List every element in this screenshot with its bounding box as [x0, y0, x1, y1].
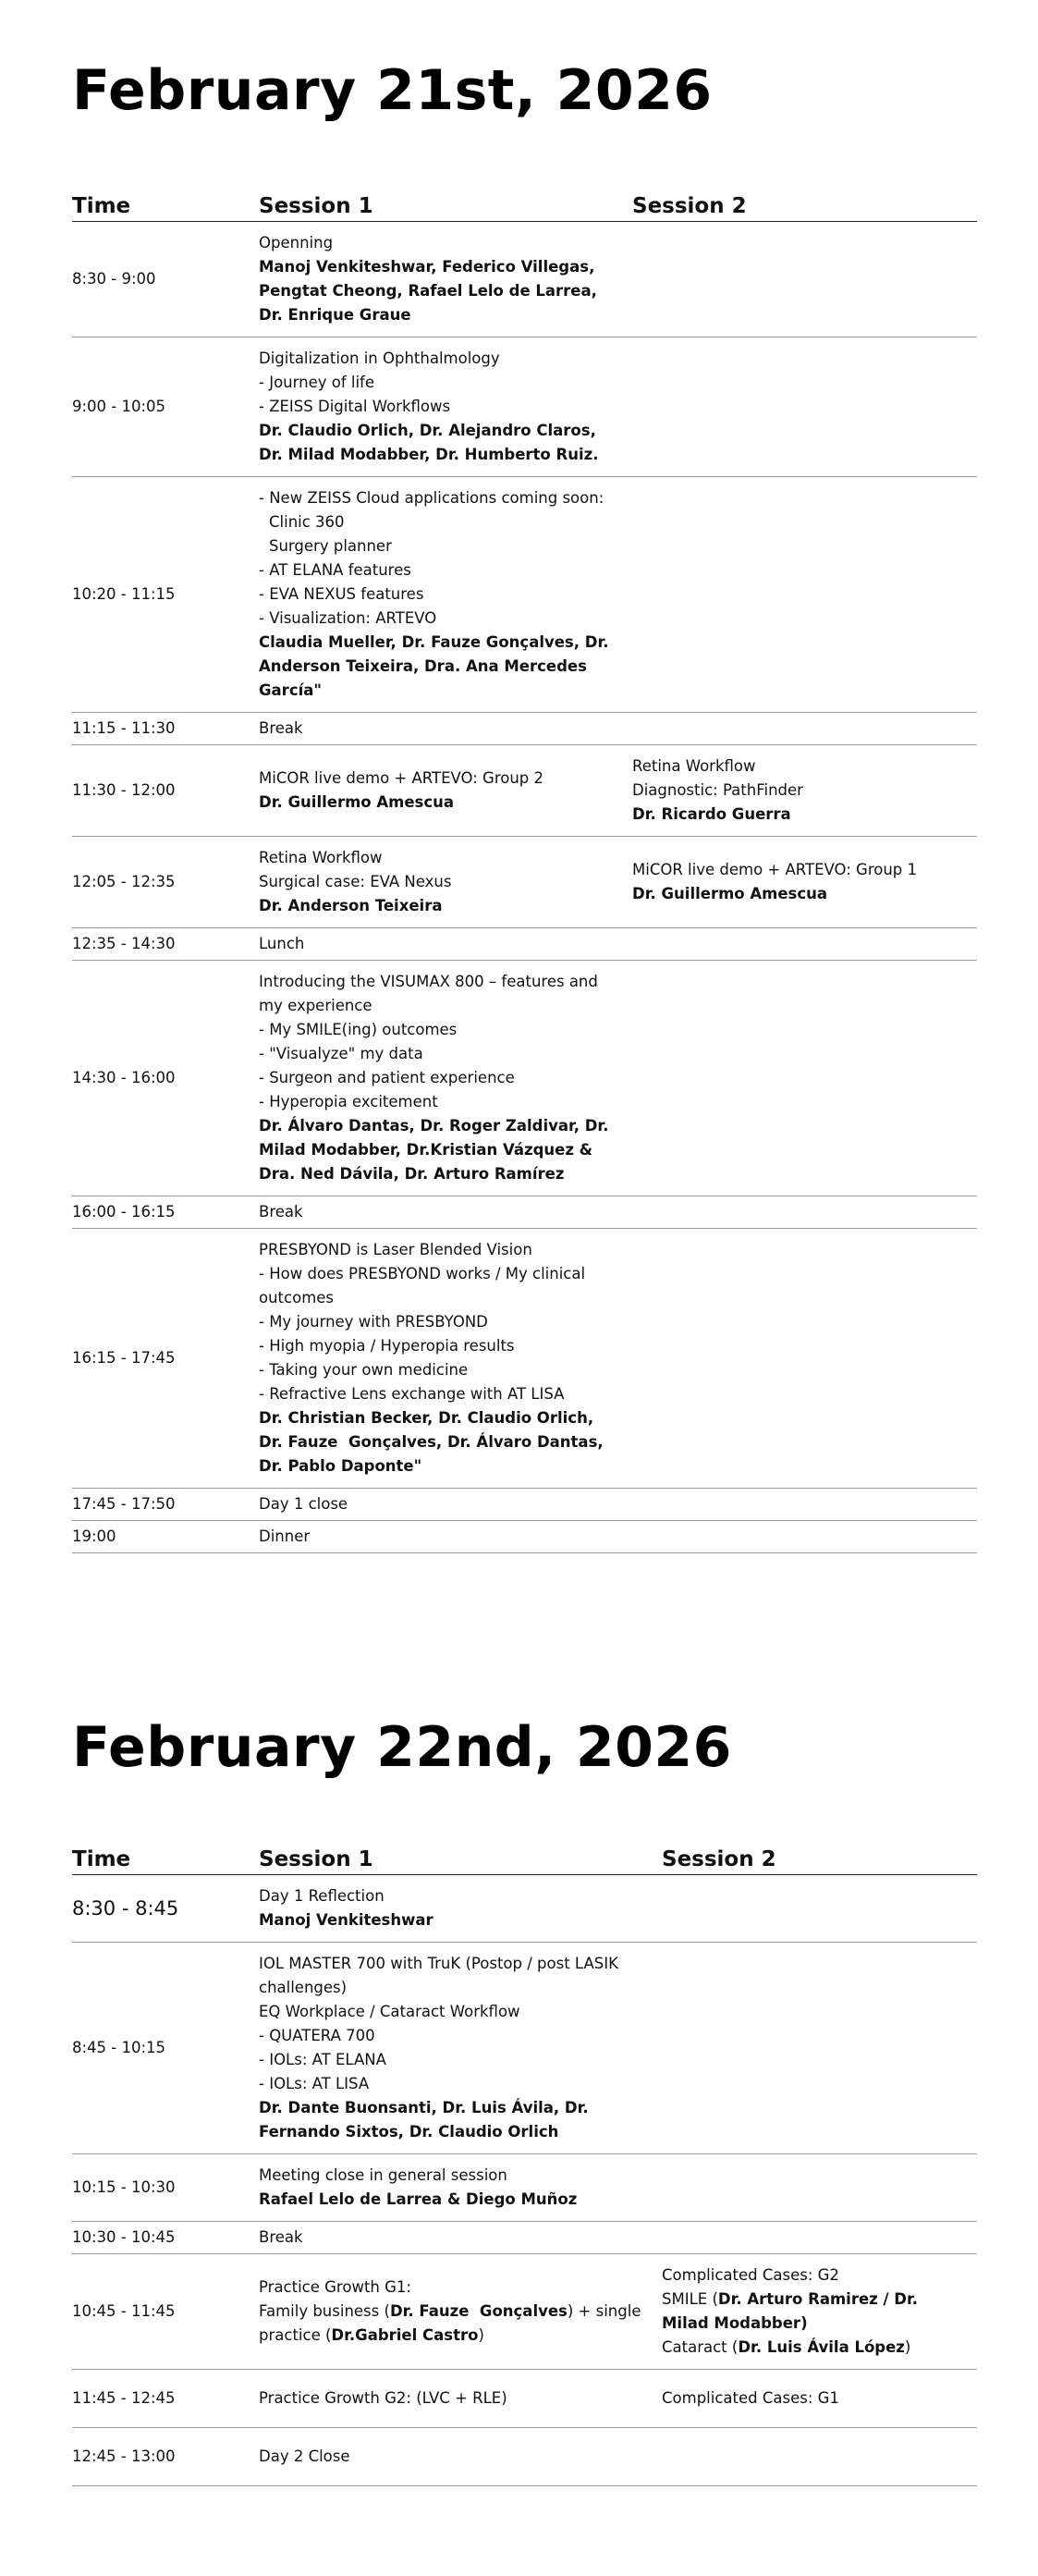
time-cell: 12:45 - 13:00 [72, 2447, 176, 2465]
session-text-line: - IOLs: AT LISA [259, 2075, 370, 2092]
agenda-row [72, 1196, 977, 1229]
session-text-line: Meeting close in general session [259, 2166, 507, 2184]
session-text-line: - Journey of life [259, 374, 375, 391]
session-text-line: - Hyperopia excitement [259, 1093, 438, 1110]
time-cell: 12:05 - 12:35 [72, 873, 176, 890]
session-text-line: Practice Growth G1: [259, 2278, 411, 2296]
session-2-cell [662, 2263, 977, 2360]
session-text-line: - Surgeon and patient experience [259, 1069, 515, 1086]
day2-agenda-table [72, 1842, 977, 2486]
session-text-line: Break [259, 719, 303, 737]
header-session-1: Session 1 [259, 194, 373, 218]
session-2-cell [632, 858, 977, 906]
session-text-line: Day 1 Reflection [259, 1887, 385, 1905]
session-text-line: - Visualization: ARTEVO [259, 609, 437, 627]
day2-rows [72, 1875, 977, 2486]
session-1-cell [259, 2275, 662, 2348]
time-cell: 19:00 [72, 1527, 116, 1545]
session-text-line: Family business (Dr. Fauze Gonçalves) + single [259, 2302, 641, 2320]
session-text-line: Day 1 close [259, 1495, 348, 1513]
table-header [72, 189, 977, 222]
session-1-cell [259, 2386, 662, 2410]
day1-rows [72, 222, 977, 1553]
agenda-row [72, 1521, 977, 1553]
session-text-line: Practice Growth G2: (LVC + RLE) [259, 2389, 507, 2407]
session-text-line: Milad Modabber) [662, 2314, 808, 2332]
session-text-line: Surgical case: EVA Nexus [259, 873, 452, 890]
time-cell: 10:30 - 10:45 [72, 2228, 176, 2246]
speaker-name: Dr.Gabriel Castro [331, 2326, 479, 2344]
session-text-line: IOL MASTER 700 with TruK (Postop / post LASIK [259, 1955, 618, 1972]
time-cell: 11:45 - 12:45 [72, 2389, 176, 2407]
agenda-row [72, 2428, 977, 2486]
session-text-line: Dr. Enrique Graue [259, 306, 411, 324]
time-cell: 16:15 - 17:45 [72, 1349, 176, 1367]
session-text-line: outcomes [259, 1289, 335, 1306]
session-text-line: - AT ELANA features [259, 561, 411, 579]
speaker-name: Dr. Luis Ávila López [738, 2338, 905, 2356]
time-cell: 14:30 - 16:00 [72, 1069, 176, 1086]
session-text-line: Lunch [259, 935, 305, 952]
session-1-cell [259, 717, 632, 741]
time-cell: 8:30 - 8:45 [72, 1897, 179, 1920]
session-1-cell [259, 1492, 632, 1516]
agenda-row [72, 745, 977, 837]
session-1-cell [259, 932, 632, 956]
header-session-1: Session 1 [259, 1847, 373, 1871]
session-text-line: Introducing the VISUMAX 800 – features and [259, 973, 598, 990]
session-text-line: Fernando Sixtos, Dr. Claudio Orlich [259, 2123, 559, 2141]
session-text-line: Break [259, 2228, 303, 2246]
session-text-line: - Taking your own medicine [259, 1361, 469, 1379]
session-text-line: Dr. Ricardo Guerra [632, 805, 791, 823]
session-1-cell [259, 347, 632, 467]
session-text-line: my experience [259, 997, 372, 1014]
session-text-line: Surgery planner [269, 537, 392, 555]
session-text-line: Dr. Guillermo Amescua [632, 885, 827, 902]
session-text-line: EQ Workplace / Cataract Workflow [259, 2003, 520, 2020]
session-text-line: Dr. Pablo Daponte" [259, 1457, 422, 1475]
session-text-line: Dr. Álvaro Dantas, Dr. Roger Zaldivar, Dr. [259, 1117, 609, 1135]
header-time: Time [72, 1847, 131, 1871]
session-1-cell [259, 846, 632, 918]
time-cell: 16:00 - 16:15 [72, 1203, 176, 1221]
session-1-cell [259, 1884, 662, 1932]
agenda-row [72, 1943, 977, 2154]
session-text-line: - My journey with PRESBYOND [259, 1313, 488, 1331]
session-text-line: Openning [259, 234, 334, 251]
session-text-line: - ZEISS Digital Workflows [259, 398, 451, 415]
session-text-line: Digitalization in Ophthalmology [259, 350, 500, 367]
time-cell: 17:45 - 17:50 [72, 1495, 176, 1513]
header-session-2: Session 2 [632, 194, 747, 218]
speaker-name: Dr. Arturo Ramirez / Dr. [717, 2290, 919, 2308]
session-text-line: Dr. Christian Becker, Dr. Claudio Orlich, [259, 1409, 594, 1427]
session-text-line: Pengtat Cheong, Rafael Lelo de Larrea, [259, 282, 597, 300]
session-1-cell [259, 486, 632, 703]
agenda-row [72, 2222, 977, 2254]
session-text-line: Complicated Cases: G2 [662, 2266, 839, 2284]
session-text-line: - How does PRESBYOND works / My clinical [259, 1265, 586, 1282]
agenda-row [72, 961, 977, 1196]
agenda-row [72, 2370, 977, 2428]
agenda-row [72, 837, 977, 928]
session-1-cell [259, 767, 632, 815]
session-text-line: PRESBYOND is Laser Blended Vision [259, 1241, 532, 1258]
session-text-line: Dr. Guillermo Amescua [259, 793, 454, 811]
header-time: Time [72, 194, 131, 218]
time-cell: 8:30 - 9:00 [72, 270, 156, 288]
session-1-cell [259, 231, 632, 327]
session-text-line: - QUATERA 700 [259, 2027, 375, 2044]
agenda-row [72, 928, 977, 961]
session-text-line: challenges) [259, 1979, 348, 1996]
session-text-line: - High myopia / Hyperopia results [259, 1337, 515, 1355]
session-text-line: Break [259, 1203, 303, 1221]
speaker-name: Dr. Fauze Gonçalves [389, 2302, 568, 2320]
agenda-row [72, 2154, 977, 2222]
session-text-line: Clinic 360 [269, 513, 345, 531]
table-header [72, 1842, 977, 1875]
time-cell: 12:35 - 14:30 [72, 935, 176, 952]
agenda-row [72, 1229, 977, 1489]
session-text-line: García" [259, 681, 322, 699]
agenda-row [72, 222, 977, 337]
day1-title: February 21st, 2026 [72, 58, 713, 123]
header-session-2: Session 2 [662, 1847, 776, 1871]
session-text-line: MiCOR live demo + ARTEVO: Group 1 [632, 861, 918, 878]
session-text-line: Rafael Lelo de Larrea & Diego Muñoz [259, 2190, 578, 2208]
time-cell: 8:45 - 10:15 [72, 2039, 166, 2056]
session-text-line: Retina Workflow [632, 757, 756, 775]
agenda-row [72, 2254, 977, 2370]
session-2-cell [662, 2386, 977, 2410]
session-text-line: Manoj Venkiteshwar [259, 1911, 434, 1929]
session-text-line: - Refractive Lens exchange with AT LISA [259, 1385, 565, 1403]
session-text-line: Anderson Teixeira, Dra. Ana Mercedes [259, 657, 587, 675]
session-text-line: Dr. Milad Modabber, Dr. Humberto Ruiz. [259, 446, 599, 463]
session-text-line: practice (Dr.Gabriel Castro) [259, 2326, 484, 2344]
session-text-line: Diagnostic: PathFinder [632, 781, 803, 799]
time-cell: 11:15 - 11:30 [72, 719, 176, 737]
session-text-line: Day 2 Close [259, 2447, 350, 2465]
session-1-cell [259, 2164, 662, 2212]
session-text-line: Dr. Anderson Teixeira [259, 897, 443, 914]
session-text-line: Manoj Venkiteshwar, Federico Villegas, [259, 258, 595, 276]
agenda-row [72, 713, 977, 745]
session-text-line: Dra. Ned Dávila, Dr. Arturo Ramírez [259, 1165, 565, 1183]
session-1-cell [259, 2445, 662, 2469]
session-1-cell [259, 1238, 632, 1478]
time-cell: 10:20 - 11:15 [72, 585, 176, 603]
session-text-line: Dinner [259, 1527, 311, 1545]
agenda-row [72, 1489, 977, 1521]
session-1-cell [259, 1952, 662, 2144]
time-cell: 9:00 - 10:05 [72, 398, 166, 415]
session-text-line: Claudia Mueller, Dr. Fauze Gonçalves, Dr. [259, 633, 609, 651]
session-text-line: Complicated Cases: G1 [662, 2389, 839, 2407]
session-2-cell [632, 754, 977, 827]
session-1-cell [259, 970, 632, 1186]
agenda-row [72, 1875, 977, 1943]
day2-title: February 22nd, 2026 [72, 1715, 732, 1780]
session-text-line: - EVA NEXUS features [259, 585, 424, 603]
session-text-line: Retina Workflow [259, 849, 383, 866]
session-1-cell [259, 1525, 632, 1549]
time-cell: 11:30 - 12:00 [72, 781, 176, 799]
time-cell: 10:15 - 10:30 [72, 2178, 176, 2196]
session-text-line: MiCOR live demo + ARTEVO: Group 2 [259, 769, 544, 787]
session-text-line: Cataract (Dr. Luis Ávila López) [662, 2338, 911, 2356]
session-text-line: Milad Modabber, Dr.Kristian Vázquez & [259, 1141, 593, 1159]
time-cell: 10:45 - 11:45 [72, 2302, 176, 2320]
day1-agenda-table [72, 189, 977, 1553]
session-1-cell [259, 2226, 662, 2250]
session-text-line: Dr. Fauze Gonçalves, Dr. Álvaro Dantas, [259, 1433, 604, 1451]
session-text-line: - "Visualyze" my data [259, 1045, 423, 1062]
session-text-line: Dr. Claudio Orlich, Dr. Alejandro Claros, [259, 422, 596, 439]
agenda-row [72, 337, 977, 477]
session-text-line: - My SMILE(ing) outcomes [259, 1021, 458, 1038]
session-text-line: - New ZEISS Cloud applications coming soon: [259, 489, 604, 507]
session-1-cell [259, 1200, 632, 1224]
session-text-line: - IOLs: AT ELANA [259, 2051, 386, 2068]
session-text-line: SMILE (Dr. Arturo Ramirez / Dr. [662, 2290, 919, 2308]
agenda-row [72, 477, 977, 713]
session-text-line: Dr. Dante Buonsanti, Dr. Luis Ávila, Dr. [259, 2099, 589, 2116]
